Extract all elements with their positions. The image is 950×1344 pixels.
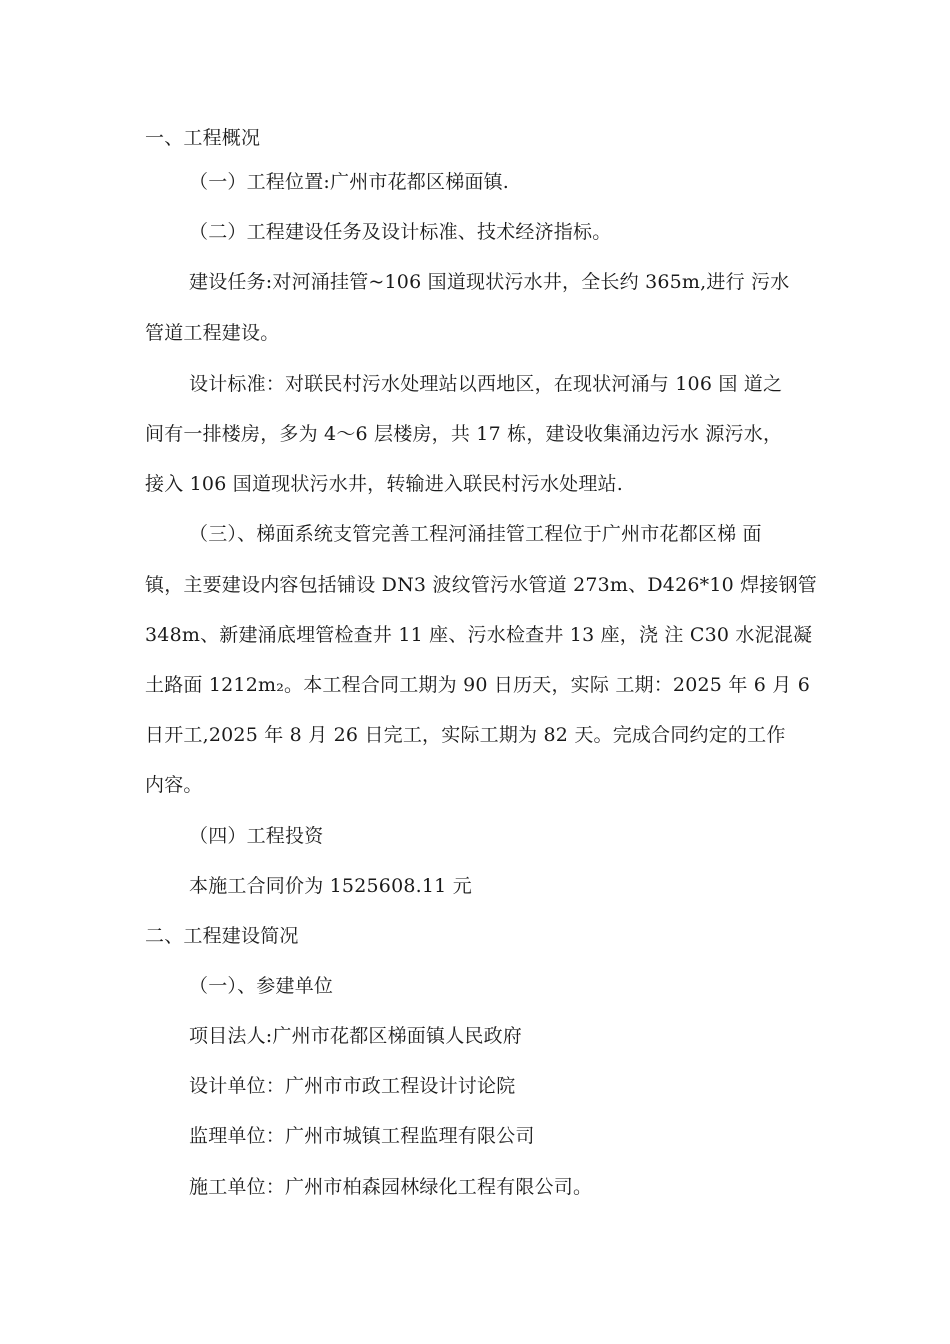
supervision-unit: 监理单位：广州市城镇工程监理有限公司	[189, 1125, 535, 1147]
task-line-1: 建设任务:对河涌挂管~106 国道现状污水井，全长约 365m,进行 污水	[189, 271, 790, 293]
standard-line-3: 接入 106 国道现状污水井，转输进入联民村污水处理站.	[145, 473, 623, 495]
section-1-heading: 一、工程概况	[145, 127, 261, 149]
standard-line-1: 设计标准：对联民村污水处理站以西地区，在现状河涌与 106 国 道之	[189, 373, 783, 395]
project-location: （一）工程位置:广州市花都区梯面镇.	[189, 171, 510, 193]
task-standard-heading: （二）工程建设任务及设计标准、技术经济指标。	[189, 221, 612, 243]
section-2-heading: 二、工程建设简况	[145, 925, 299, 947]
task-line-2: 管道工程建设。	[145, 322, 280, 344]
participants-heading: （一）、参建单位	[189, 975, 334, 997]
construction-unit: 施工单位：广州市柏森园林绿化工程有限公司。	[189, 1176, 593, 1198]
project-owner: 项目法人:广州市花都区梯面镇人民政府	[189, 1025, 523, 1047]
scope-line-6: 内容。	[145, 774, 203, 796]
investment-heading: （四）工程投资	[189, 825, 324, 847]
design-unit: 设计单位：广州市市政工程设计讨论院	[189, 1075, 516, 1097]
standard-line-2: 间有一排楼房，多为 4〜6 层楼房，共 17 栋，建设收集涌边污水 源污水，	[145, 423, 783, 445]
scope-line-3: 348m、新建涌底埋管检查井 11 座、污水检查井 13 座，浇 注 C30 水泥混凝	[145, 624, 813, 646]
scope-line-4: 土路面 1212m₂。本工程合同工期为 90 日历天，实际 工期：2025 年 6 月 6	[145, 674, 811, 696]
scope-line-5: 日开工,2025 年 8 月 26 日完工，实际工期为 82 天。完成合同约定的工作	[145, 724, 786, 746]
investment-line: 本施工合同价为 1525608.11 元	[189, 875, 472, 897]
scope-line-2: 镇，主要建设内容包括铺设 DN3 波纹管污水管道 273m、D426*10 焊接钢管	[145, 574, 817, 596]
scope-line-1: （三）、梯面系统支管完善工程河涌挂管工程位于广州市花都区梯 面	[189, 523, 762, 545]
